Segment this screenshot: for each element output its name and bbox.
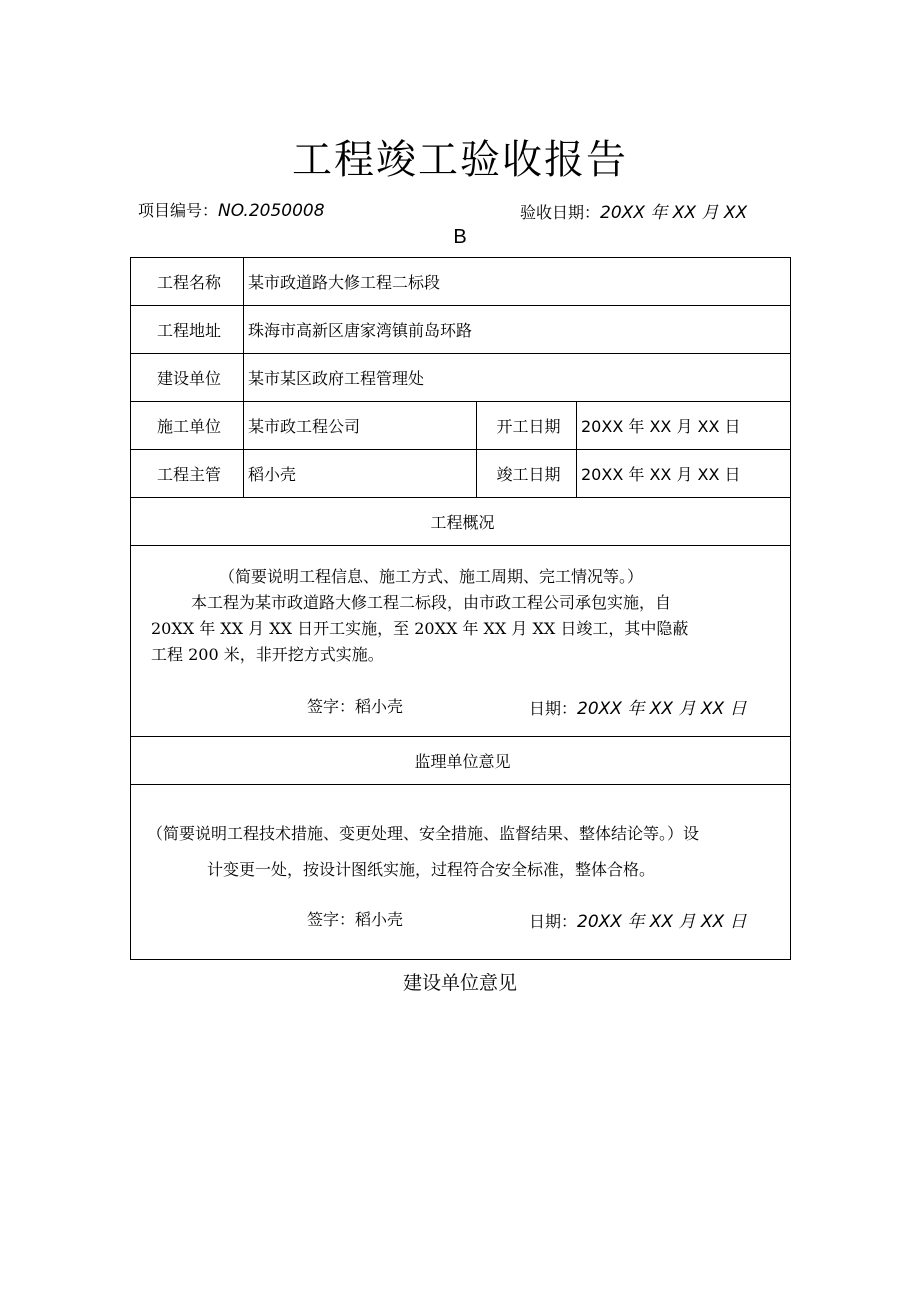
- finish-date-label: 竣工日期: [477, 450, 577, 498]
- overview-date-value: 20XX 年 XX 月 XX 日: [577, 699, 747, 719]
- start-date-value: 20XX 年 XX 月 XX 日: [577, 402, 791, 450]
- builder-opinion-heading: 建设单位意见: [402, 973, 517, 994]
- contractor-value: 某市政工程公司: [244, 402, 477, 450]
- project-name-label: 工程名称: [131, 258, 244, 306]
- acceptance-date-value: 20XX 年 XX 月 XX: [600, 203, 748, 223]
- project-number-value: NO.2050008: [218, 201, 325, 221]
- acceptance-form: [130, 257, 791, 960]
- row-contractor: [131, 402, 791, 450]
- overview-signature: 签字：稻小壳: [307, 697, 404, 716]
- overview-date-label: 日期：: [529, 699, 578, 718]
- supervision-signature: 签字：稻小壳: [307, 910, 404, 929]
- overview-body: [131, 546, 791, 737]
- overview-hint: （简要说明工程信息、施工方式、施工周期、完工情况等。）: [219, 567, 644, 586]
- row-project-name: [131, 258, 791, 306]
- supervision-line-1: （简要说明工程技术措施、变更处理、安全措施、监督结果、整体结论等。）设: [147, 824, 700, 843]
- project-number-label: 项目编号：: [138, 201, 219, 220]
- supervision-line-2: 计变更一处，按设计图纸实施，过程符合安全标准，整体合格。: [207, 860, 656, 879]
- overview-heading: 工程概况: [131, 498, 791, 546]
- row-overview-body: [131, 546, 791, 737]
- supervision-date-label: 日期：: [529, 912, 578, 931]
- overview-line-2: 20XX 年 XX 月 XX 日开工实施，至 20XX 年 XX 月 XX 日竣工，其中隐蔽: [151, 619, 689, 638]
- supervision-date-value: 20XX 年 XX 月 XX 日: [577, 912, 747, 932]
- manager-value: 稻小壳: [244, 450, 477, 498]
- finish-date-value: 20XX 年 XX 月 XX 日: [577, 450, 791, 498]
- project-name-value: 某市政道路大修工程二标段: [244, 258, 791, 306]
- row-builder: [131, 354, 791, 402]
- acceptance-date: [520, 198, 747, 223]
- acceptance-date-wrap: B: [453, 226, 467, 248]
- row-project-address: [131, 306, 791, 354]
- overview-date: [529, 694, 747, 719]
- acceptance-date-label: 验收日期：: [520, 203, 601, 222]
- overview-line-3: 工程 200 米，非开挖方式实施。: [151, 645, 384, 664]
- builder-value: 某市某区政府工程管理处: [244, 354, 791, 402]
- project-number: [138, 198, 325, 221]
- supervision-heading: 监理单位意见: [131, 737, 791, 785]
- project-address-label: 工程地址: [131, 306, 244, 354]
- manager-label: 工程主管: [131, 450, 244, 498]
- row-supervision-heading: [131, 737, 791, 785]
- supervision-date: [529, 907, 747, 932]
- contractor-label: 施工单位: [131, 402, 244, 450]
- overview-line-1: 本工程为某市政道路大修工程二标段，由市政工程公司承包实施，自: [191, 593, 672, 612]
- project-address-value: 珠海市高新区唐家湾镇前岛环路: [244, 306, 791, 354]
- builder-label: 建设单位: [131, 354, 244, 402]
- row-manager: [131, 450, 791, 498]
- row-supervision-body: [131, 785, 791, 960]
- supervision-body: [131, 785, 791, 960]
- row-overview-heading: [131, 498, 791, 546]
- report-title: 工程竣工验收报告: [292, 137, 628, 183]
- start-date-label: 开工日期: [477, 402, 577, 450]
